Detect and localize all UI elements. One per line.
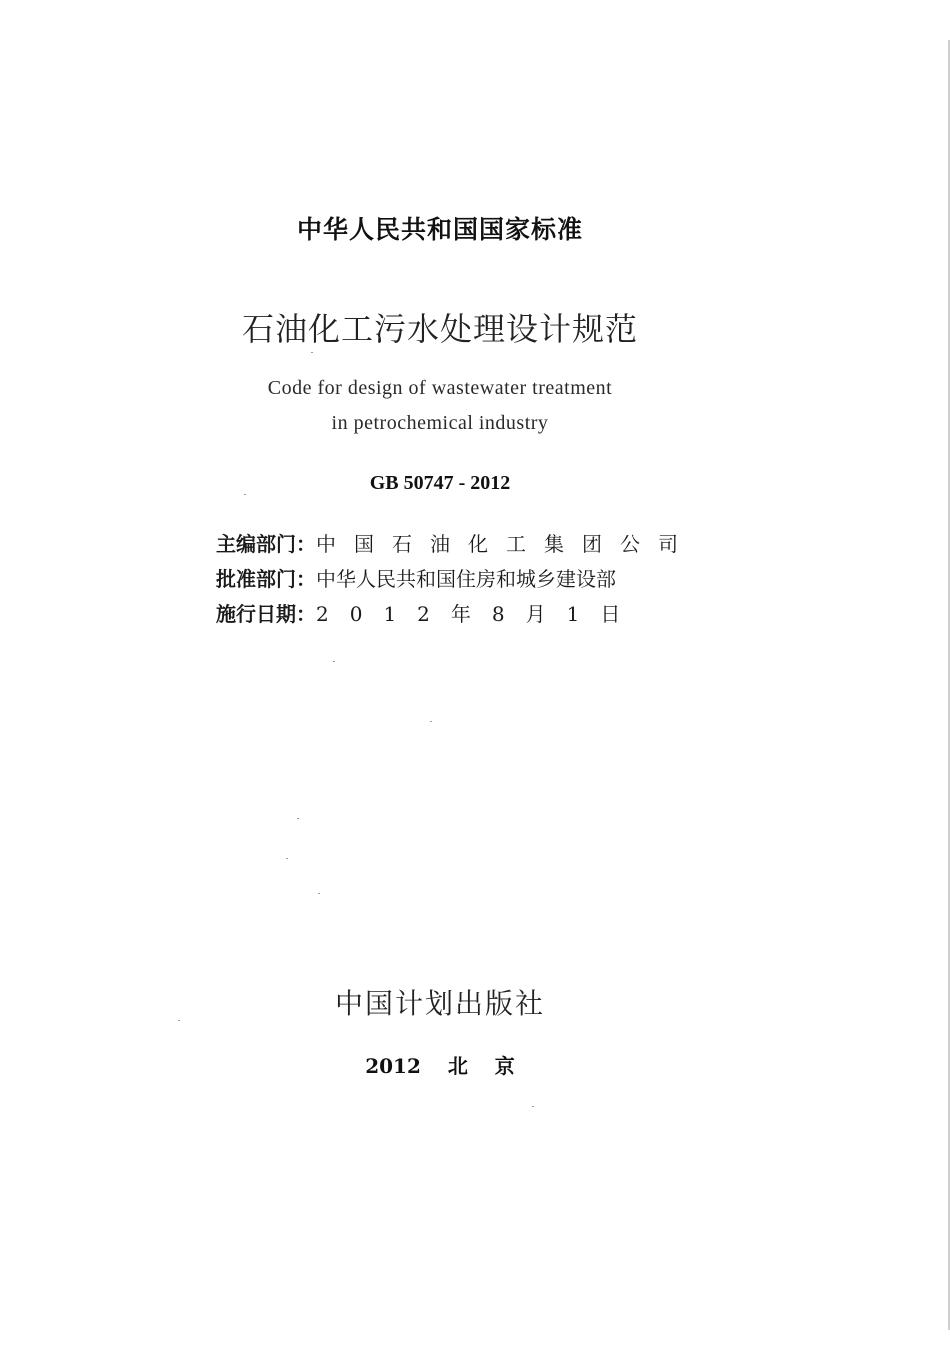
- editor-row: [216, 528, 696, 563]
- publisher-name: 中国计划出版社: [334, 987, 545, 1020]
- scan-speck: [532, 1106, 534, 1107]
- approver-row: [216, 563, 676, 598]
- standard-number: GB 50747 - 2012: [369, 472, 511, 494]
- approver-label: 批准部门：: [216, 567, 316, 591]
- publication-year-place: 2012 北 京: [365, 1054, 515, 1078]
- scan-speck: [244, 494, 246, 495]
- scan-speck: [333, 661, 335, 662]
- scan-speck: [286, 858, 288, 859]
- scan-speck: [297, 818, 299, 819]
- english-title-line-1: Code for design of wastewater treatment: [267, 377, 613, 399]
- standard-type-heading: 中华人民共和国国家标准: [296, 215, 583, 244]
- scan-speck: [318, 893, 320, 894]
- effective-date-label: 施行日期：: [216, 602, 316, 626]
- english-title-line-2: in petrochemical industry: [331, 412, 549, 434]
- effective-date-row: [216, 598, 676, 633]
- editor-label: 主编部门：: [216, 532, 316, 556]
- approver-value: 中华人民共和国住房和城乡建设部: [316, 567, 616, 591]
- info-block: [216, 528, 696, 633]
- scan-speck: [311, 352, 313, 353]
- scan-speck: [178, 1020, 180, 1021]
- scan-speck: [430, 721, 432, 722]
- effective-date-value: 2012年8月1日: [316, 602, 642, 626]
- editor-value: 中国石油化工集团公司: [316, 532, 696, 556]
- chinese-title: 石油化工污水处理设计规范: [241, 310, 638, 348]
